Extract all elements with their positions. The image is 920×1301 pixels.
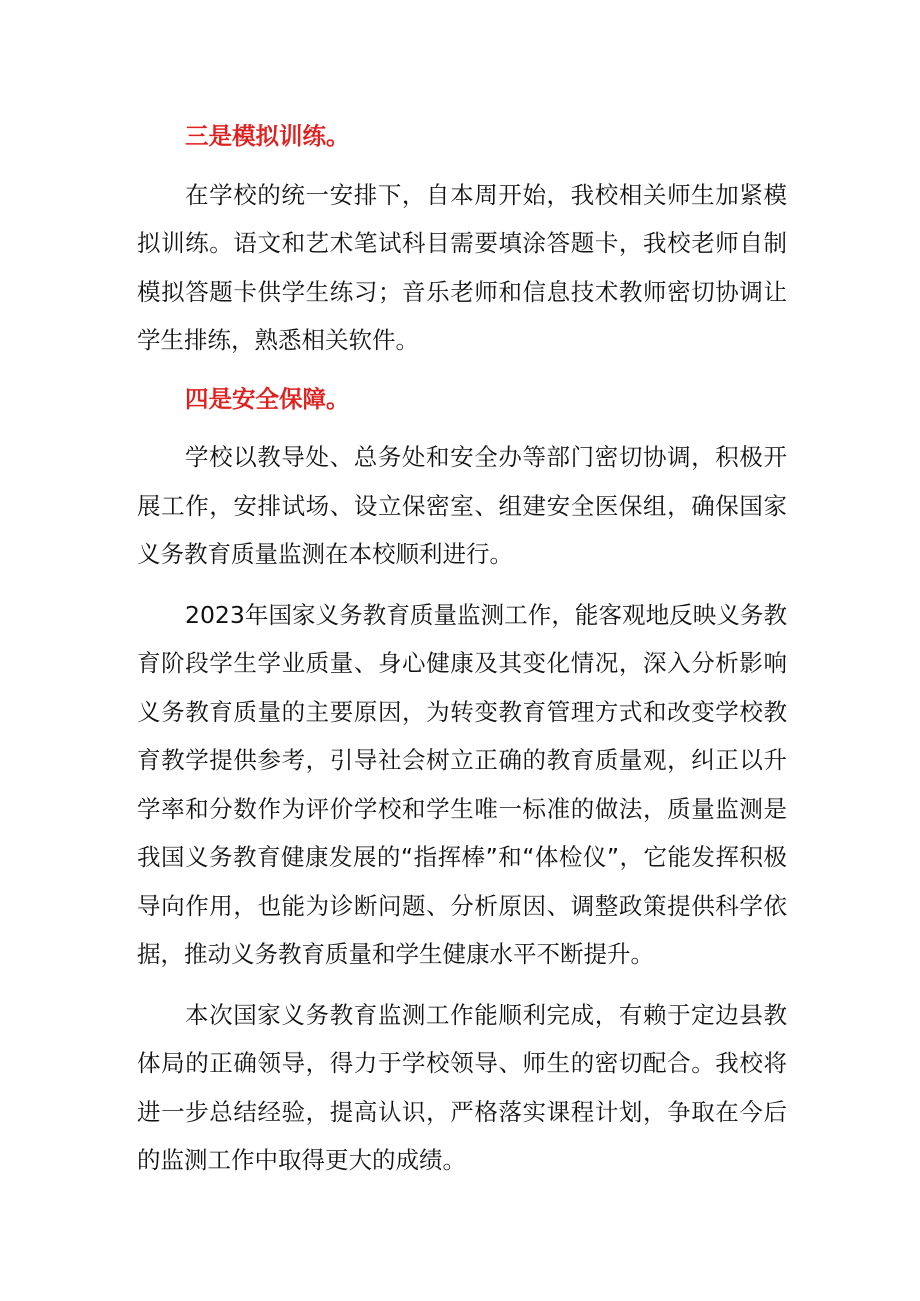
conclusion-paragraph: 本次国家义务教育监测工作能顺利完成，有赖于定边县教体局的正确领导，得力于学校领导、师生的密切配合。我校将进一步总结经验，提高认识，严格落实课程计划，争取在今后的监测工作中取得更大的成绩。 xyxy=(137,1000,787,1174)
section3-heading: 三是模拟训练。 xyxy=(185,122,350,150)
document-body xyxy=(137,112,787,1185)
section3-paragraph: 在学校的统一安排下，自本周开始，我校相关师生加紧模拟训练。语文和艺术笔试科目需要填涂答题卡，我校老师自制模拟答题卡供学生练习；音乐老师和信息技术教师密切协调让学生排练，熟悉相关软件。 xyxy=(137,180,787,354)
section4-paragraph: 学校以教导处、总务处和安全办等部门密切协调，积极开展工作，安排试场、设立保密室、组建安全医保组，确保国家义务教育质量监测在本校顺利进行。 xyxy=(137,443,787,568)
section4-heading: 四是安全保障。 xyxy=(185,384,350,413)
significance-paragraph: 2023年国家义务教育质量监测工作，能客观地反映义务教育阶段学生学业质量、身心健康及其变化情况，深入分析影响义务教育质量的主要原因，为转变教育管理方式和改变学校教育教学提供参考，引导社会树立正确的教育质量观，纠正以升学率和分数作为评价学校和学生唯一标准的做法，质量监测是我国义务教育健康发展的“指挥棒”和“体检仪”，它能发挥积极导向作用，也能为诊断问题、分析原因、调整政策提供科学依据，推动义务教育质量和学生健康水平不断提升。 xyxy=(137,600,787,968)
